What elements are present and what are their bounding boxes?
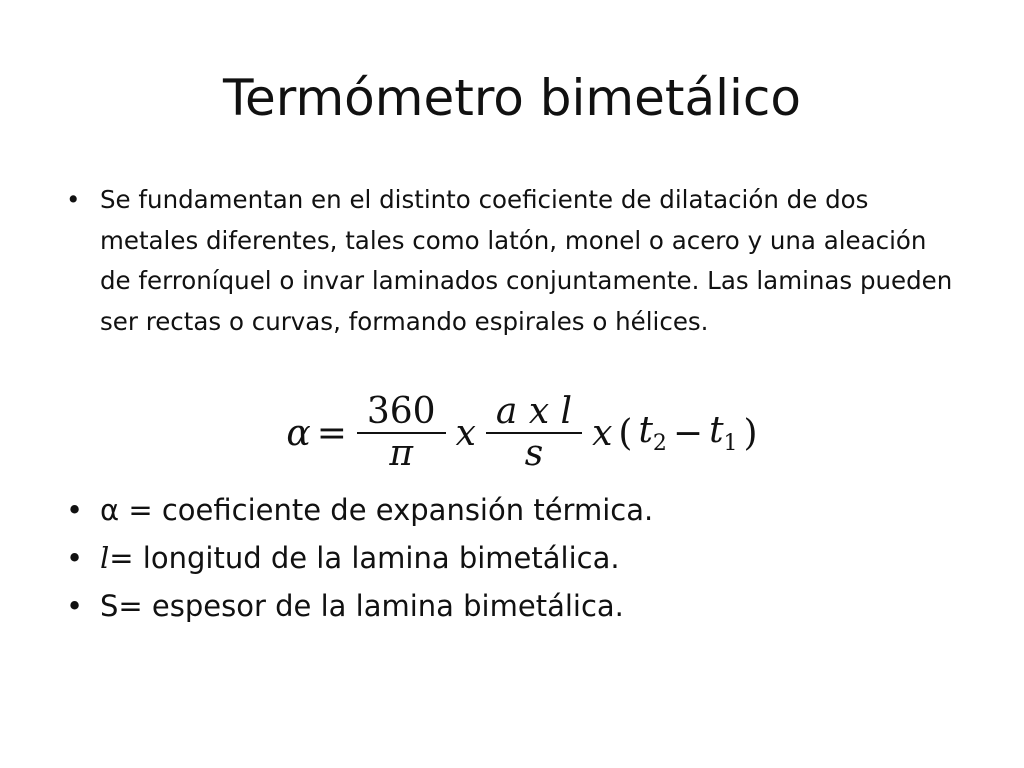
formula-equals: =	[316, 412, 347, 454]
intro-bullet: • Se fundamentan en el distinto coeficiente de dilatación de dos metales diferentes, tales como latón, monel o acero y una aleación de ferroníquel o invar laminados conjuntamente. Las laminas pueden ser rectas o curvas, formando espirales o hélices.	[60, 180, 960, 342]
definitions-list	[60, 486, 960, 630]
formula-minus: −	[672, 412, 704, 454]
formula-t2-base: t	[638, 410, 653, 451]
formula-fraction-axl-s	[486, 392, 582, 474]
formula-alpha: α	[286, 412, 311, 454]
definition-thickness-text: S= espesor de la lamina bimetálica.	[100, 589, 624, 623]
formula-times-1: x	[455, 412, 476, 454]
formula-frac1-numerator: 360	[366, 391, 436, 432]
formula-times-2: x	[592, 412, 613, 454]
formula-t2	[638, 410, 666, 456]
formula-block	[0, 378, 1024, 488]
formula-t1-base: t	[709, 410, 724, 451]
formula-paren-close: )	[743, 412, 758, 454]
formula-frac2-denominator: s	[524, 433, 544, 474]
formula-t1-subscript: 1	[723, 431, 738, 456]
definition-alpha	[60, 486, 960, 534]
formula-frac2-numerator: a x l	[495, 391, 573, 432]
formula-t2-subscript: 2	[652, 431, 667, 456]
formula-t1	[709, 410, 737, 456]
definition-length-symbol: l	[100, 541, 110, 575]
bimetal-formula	[266, 392, 757, 474]
slide-title: Termómetro bimetálico	[222, 69, 801, 127]
definition-length-text: = longitud de la lamina bimetálica.	[109, 541, 620, 575]
definition-length	[60, 534, 960, 582]
formula-fraction-360-pi	[357, 392, 446, 474]
definition-thickness	[60, 582, 960, 630]
intro-bullet-list	[60, 180, 960, 342]
definition-alpha-text: α = coeficiente de expansión térmica.	[100, 493, 654, 527]
formula-paren-open: (	[618, 412, 633, 454]
formula-frac1-denominator: π	[389, 433, 414, 474]
